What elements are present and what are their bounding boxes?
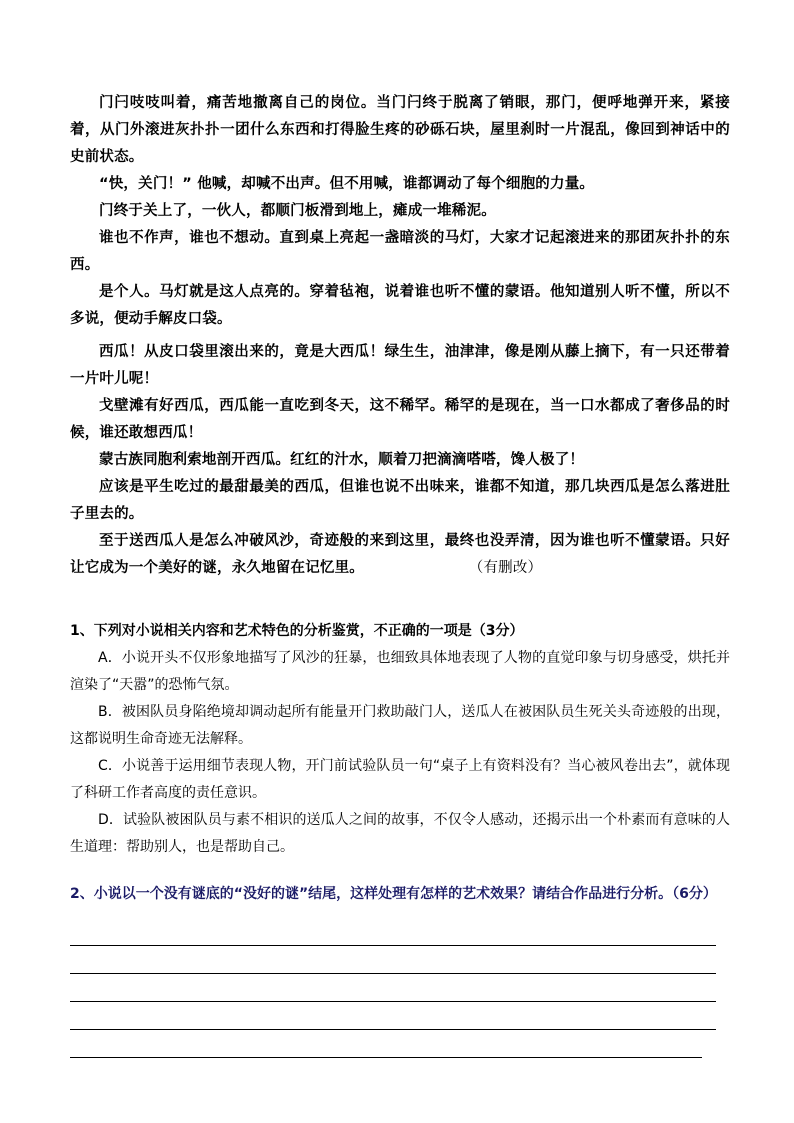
question-1-option-d: D．试验队被困队员与素不相识的送瓜人之间的故事，不仅令人感动，还揭示出一个朴素而有意味的人生道理：帮助别人，也是帮助自己。 — [70, 812, 730, 855]
story-paragraph-4: 谁也不作声，谁也不想动。直到桌上亮起一盏暗淡的马灯，大家才记起滚进来的那团灰扑扑的东西。 — [70, 230, 730, 273]
edit-note: （有删改） — [476, 560, 543, 576]
story-paragraph-7: 戈壁滩有好西瓜，西瓜能一直吃到冬天，这不稀罕。稀罕的是现在，当一口水都成了奢侈品的时候，谁还敢想西瓜！ — [70, 398, 730, 441]
answer-line[interactable] — [70, 1002, 716, 1030]
question-2 — [70, 881, 730, 1058]
story-paragraph-3: 门终于关上了，一伙人，都顺门板滑到地上，瘫成一堆稀泥。 — [99, 203, 496, 219]
question-1-option-c: C．小说善于运用细节表现人物，开门前试验队员一句“桌子上有资料没有？当心被风卷出去”，就体现了科研工作者高度的责任意识。 — [70, 758, 730, 801]
question-1 — [70, 618, 730, 861]
story-paragraph-5: 是个人。马灯就是这人点亮的。穿着毡袍，说着谁也听不懂的蒙语。他知道别人听不懂，所以不多说，便动手解皮口袋。 — [70, 284, 730, 327]
story-paragraph-10-text: 至于送西瓜人是怎么冲破风沙，奇迹般的来到这里，最终也没弄清，因为谁也听不懂蒙语。只好让它成为一个美好的谜，永久地留在记忆里。 — [70, 533, 730, 576]
answer-line[interactable] — [70, 946, 716, 974]
story-paragraph-2: “快，关门！” 他喊，却喊不出声。但不用喊，谁都调动了每个细胞的力量。 — [99, 176, 595, 192]
question-1-option-a: A．小说开头不仅形象地描写了风沙的狂暴，也细致具体地表现了人物的直觉印象与切身感受，烘托并渲染了“天嚣”的恐怖气氛。 — [70, 650, 730, 693]
question-1-stem: 1、下列对小说相关内容和艺术特色的分析鉴赏，不正确的一项是（3分） — [70, 623, 524, 639]
story-paragraph-1: 门闩吱吱叫着，痛苦地撤离自己的岗位。当门闩终于脱离了销眼，那门，便呼地弹开来，紧接着，从门外滚进灰扑扑一团什么东西和打得脸生疼的砂砾石块，屋里刹时一片混乱，像回到神话中的史前状态。 — [70, 95, 730, 165]
story-paragraph-10 — [70, 528, 730, 582]
story-paragraph-9: 应该是平生吃过的最甜最美的西瓜，但谁也说不出味来，谁都不知道，那几块西瓜是怎么落进肚子里去的。 — [70, 479, 730, 522]
story-paragraph-8: 蒙古族同胞利索地剖开西瓜。红红的汁水，顺着刀把滴滴嗒嗒，馋人极了！ — [99, 452, 585, 468]
story-text — [70, 90, 730, 582]
story-paragraph-6: 西瓜！从皮口袋里滚出来的，竟是大西瓜！绿生生，油津津，像是刚从藤上摘下，有一只还带着一片叶儿呢！ — [70, 344, 730, 387]
answer-line[interactable] — [70, 974, 716, 1002]
answer-line[interactable] — [70, 918, 716, 946]
answer-area[interactable] — [70, 918, 730, 1058]
answer-line[interactable] — [70, 1030, 702, 1058]
question-2-stem: 2、小说以一个没有谜底的“没好的谜”结尾，这样处理有怎样的艺术效果？请结合作品进行分析。（6分） — [70, 886, 717, 902]
question-1-option-b: B．被困队员身陷绝境却调动起所有能量开门救助敲门人，送瓜人在被困队员生死关头奇迹般的出现，这都说明生命奇迹无法解释。 — [70, 704, 730, 747]
document-page — [70, 90, 730, 1058]
